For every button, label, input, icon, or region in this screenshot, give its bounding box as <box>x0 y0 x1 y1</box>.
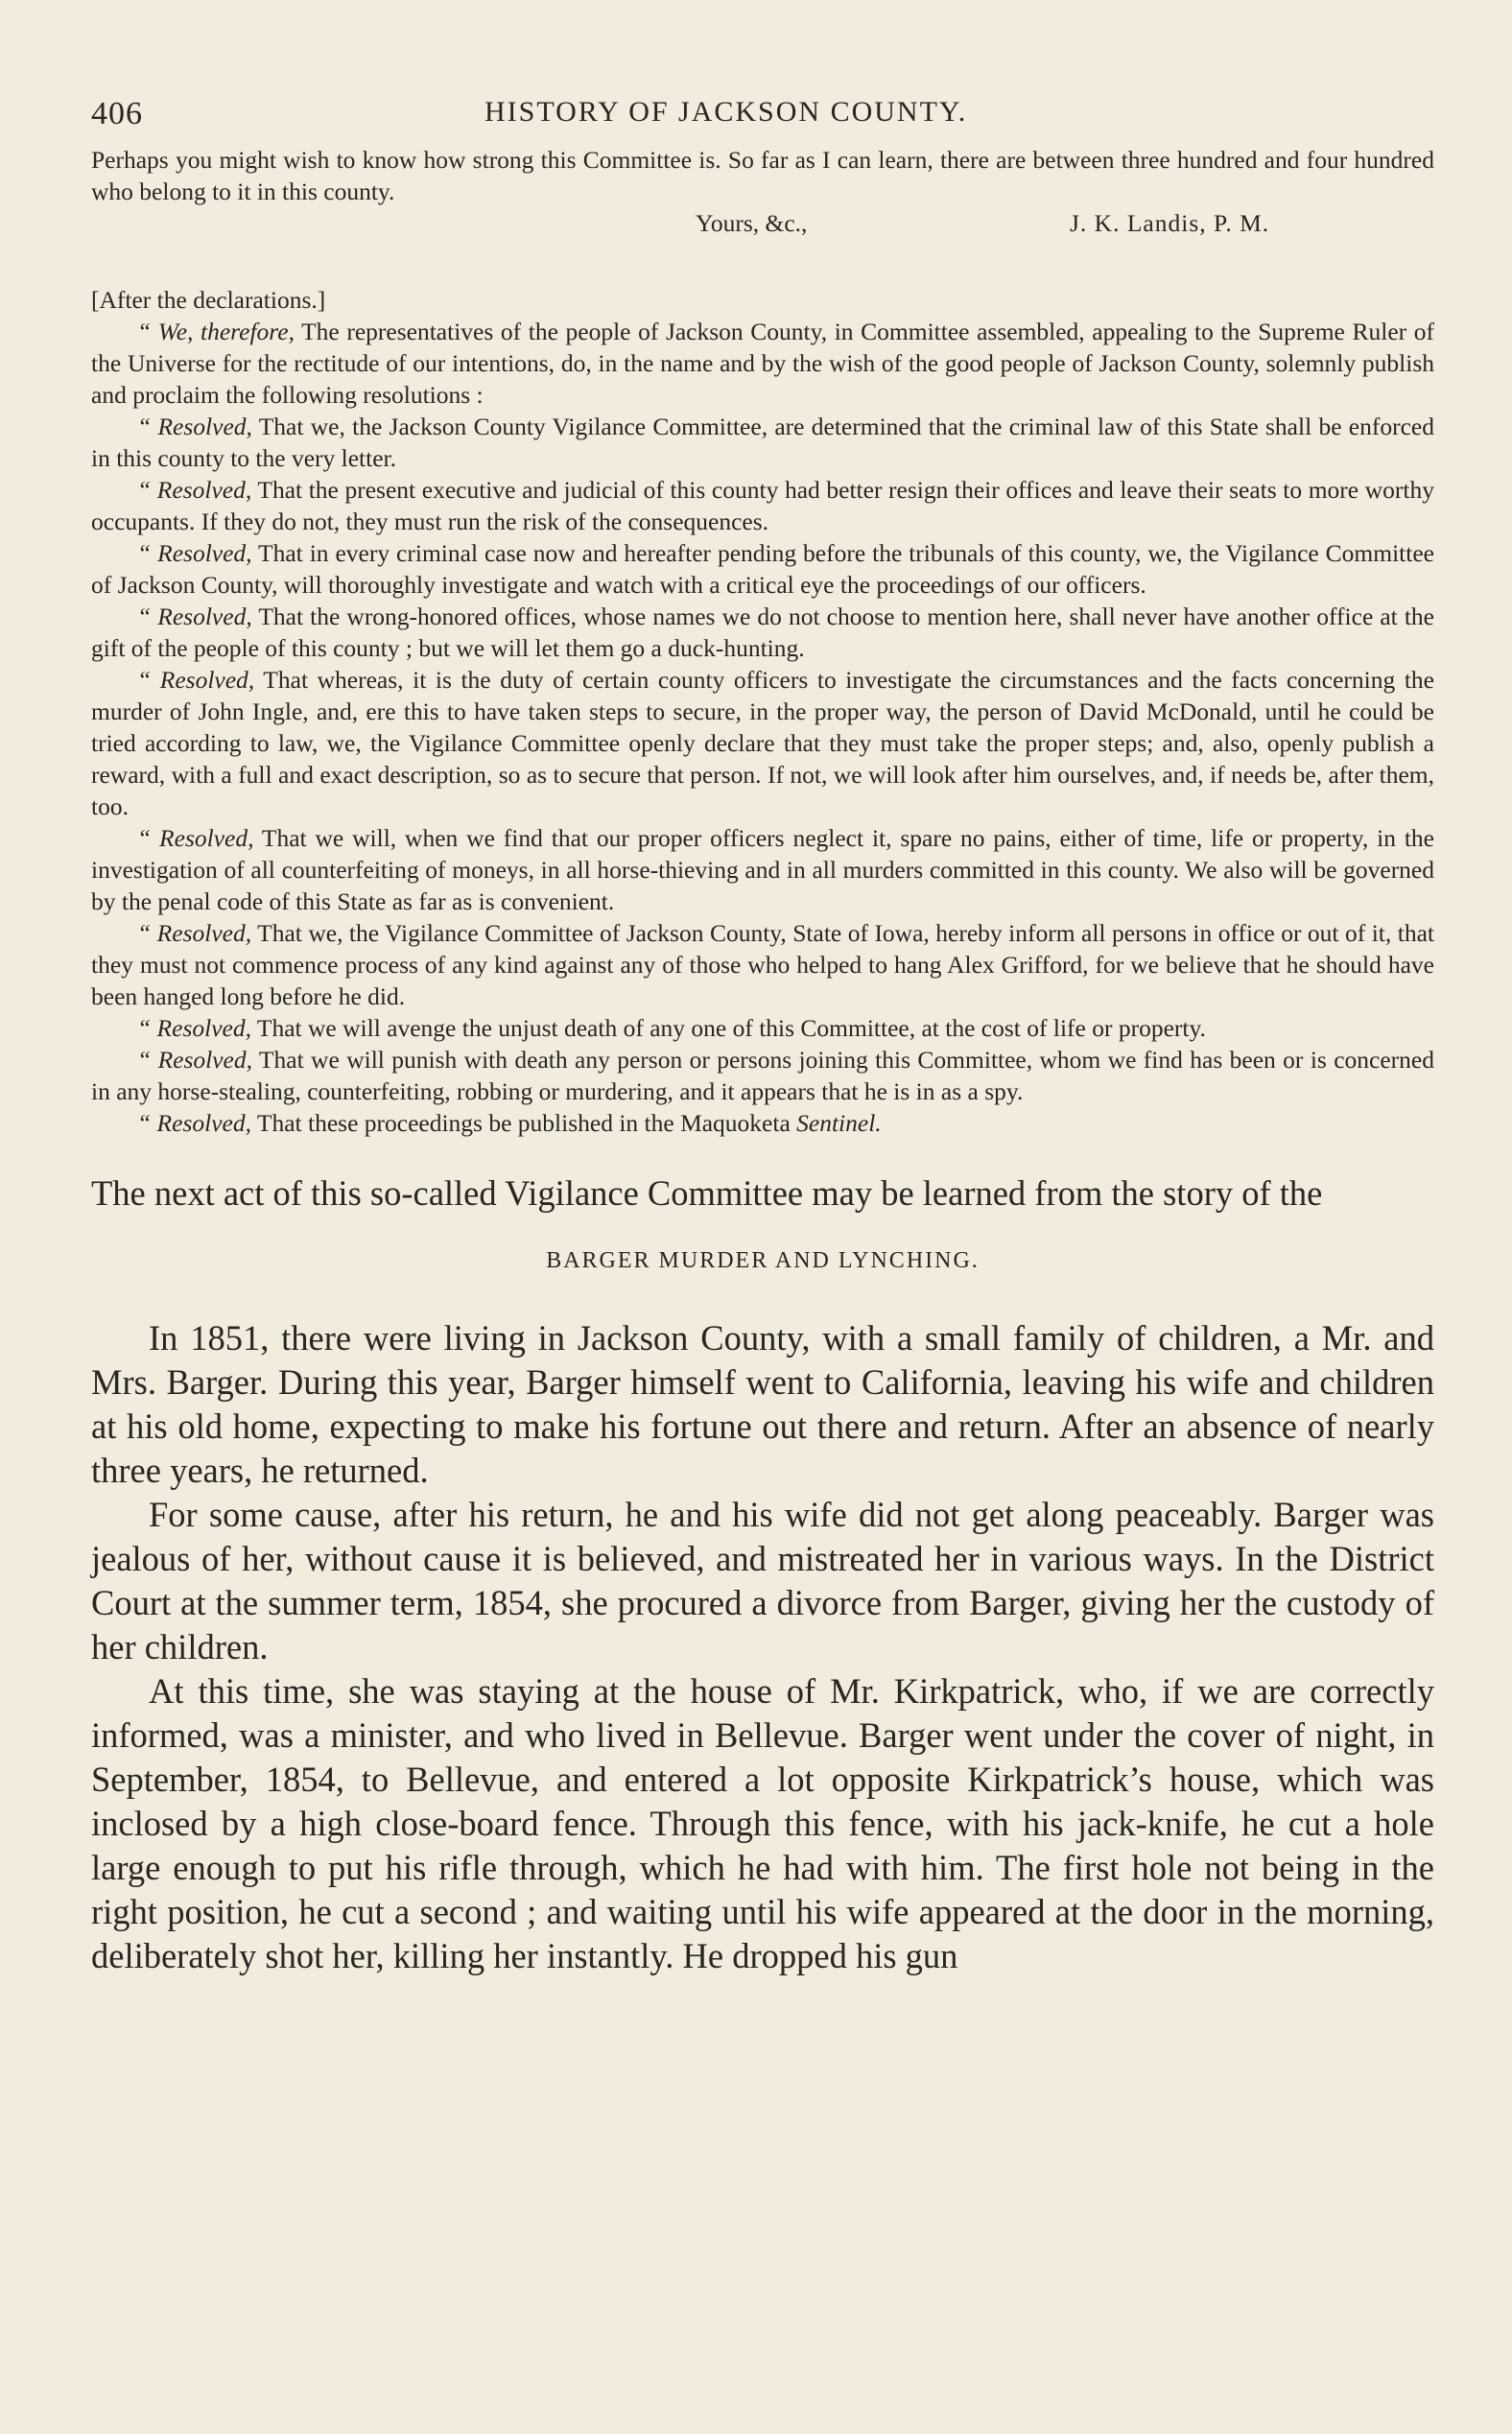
final-resolution <box>91 1107 1434 1139</box>
resolution <box>91 474 1434 537</box>
letter-signoff <box>91 207 1434 271</box>
section-heading: BARGER MURDER AND LYNCHING. <box>546 1248 980 1273</box>
resolution-lead: “ Resolved, <box>137 539 252 567</box>
resolution <box>91 664 1434 822</box>
resolution <box>91 1044 1434 1107</box>
resolution-text: That the wrong-honored offices, whose names we do not choose to mention here, shall never have another office at the gift of the people of this county ; but we will let them go a duck-hunting. <box>91 603 1434 662</box>
resolution <box>91 411 1434 474</box>
resolution-lead: “ Resolved, <box>137 919 252 947</box>
body-paragraph: In 1851, there were living in Jackson County, with a small family of children, a Mr. and Mrs. Barger. During this year, Barger himself went to California, leaving his wife and children at his old home, expecting to make his fortune out there and return. After an absence of nearly three years, he returned. <box>91 1318 1434 1490</box>
page-title: HISTORY OF JACKSON COUNTY. <box>484 96 968 128</box>
resolution-text: That we will punish with death any person or persons joining this Committee, whom we find has been or is concerned in any horse-stealing, counterfeiting, robbing or murdering, and it appears that he is in as a spy. <box>91 1046 1434 1105</box>
resolution <box>91 1012 1434 1044</box>
preamble <box>91 316 1434 411</box>
resolution-lead: “ Resolved, <box>137 1109 251 1137</box>
page-number: 406 <box>91 96 143 131</box>
letter-closing: Yours, &c., <box>696 209 808 237</box>
resolution-text: That we, the Vigilance Committee of Jackson County, State of Iowa, hereby inform all persons in office or out of it, that they must not commence process of any kind against any of those who helped to hang Alex Grifford, for we believe that he should have been hanged long before he did. <box>91 919 1434 1010</box>
resolution-text: That these proceedings be published in the Maquoketa <box>250 1109 797 1137</box>
resolution-text: That we, the Jackson County Vigilance Committee, are determined that the criminal law of this State shall be enforced in this county to the very letter. <box>91 413 1434 472</box>
preamble-text: The representatives of the people of Jackson County, in Committee assembled, appealing to the Supreme Ruler of the Universe for the rectitude of our intentions, do, in the name and by the wish of the good people of Jackson County, solemnly publish and proclaim the following resolutions : <box>91 318 1434 409</box>
resolution <box>91 537 1434 601</box>
body-paragraph: At this time, she was staying at the house of Mr. Kirkpatrick, who, if we are correctly informed, was a minister, and who lived in Bellevue. Barger went under the cover of night, in September, 1854, to Bellevue, and entered a lot opposite Kirkpatrick’s house, which was inclosed by a high close-board fence. Through this fence, with his jack-knife, he cut a hole large enough to put his rifle through, which he had with him. The first hole not being in the right position, he cut a second ; and waiting until his wife appeared at the door in the morning, deliberately shot her, killing her instantly. He dropped his gun <box>91 1671 1434 1975</box>
resolution-lead: “ Resolved, <box>137 413 252 440</box>
declarations-note: [After the declarations.] <box>91 286 326 314</box>
newspaper-name: Sentinel. <box>796 1109 882 1137</box>
resolution-text: That in every criminal case now and hereafter pending before the tribunals of this county, we, the Vigilance Committee of Jackson County, will thoroughly investigate and watch with a critical eye the proceedings of our officers. <box>91 539 1434 599</box>
intro-block <box>91 1171 1434 1216</box>
resolution-lead: “ Resolved, <box>137 603 252 630</box>
resolution <box>91 601 1434 664</box>
resolution-lead: “ Resolved, <box>137 824 254 852</box>
resolution-text: That whereas, it is the duty of certain county officers to investigate the circumstances and the facts concerning the murder of John Ingle, and, ere this to have taken steps to secure, in the proper way, the person of David McDonald, until he could be tried according to law, we, the Vigilance Committee openly declare that they must take the proper steps; and, also, openly publish a reward, with a full and exact description, so as to secure that person. If not, we will look after him ourselves, and, if needs be, after them, too. <box>91 666 1434 820</box>
preamble-lead: “ We, therefore, <box>137 318 295 345</box>
resolution-lead: “ Resolved, <box>137 666 255 694</box>
resolution-lead: “ Resolved, <box>137 476 252 504</box>
resolution-text: That we will, when we find that our proper officers neglect it, spare no pains, either of time, life or property, in the investigation of all counterfeiting of moneys, in all horse-thieving and in all murders committed in this county. We also will be governed by the penal code of this State as far as is convenient. <box>91 824 1434 915</box>
narrative-block <box>91 1316 1434 1978</box>
resolution-lead: “ Resolved, <box>137 1014 251 1042</box>
letter-block <box>91 144 1434 271</box>
resolution <box>91 917 1434 1012</box>
letter-signature: J. K. Landis, P. M. <box>1070 209 1270 237</box>
declarations-block <box>91 284 1434 1139</box>
body-paragraph: For some cause, after his return, he and his wife did not get along peaceably. Barger was jealous of her, without cause it is believed, and mistreated her in various ways. In the District Court at the summer term, 1854, she procured a divorce from Barger, giving her the custody of her children. <box>91 1495 1434 1666</box>
resolution-text: That we will avenge the unjust death of any one of this Committee, at the cost of life or property. <box>250 1014 1206 1042</box>
resolution-lead: “ Resolved, <box>137 1046 252 1074</box>
letter-text: Perhaps you might wish to know how strong this Committee is. So far as I can learn, there are between three hundred and four hundred who belong to it in this county. <box>91 146 1434 205</box>
resolution-text: That the present executive and judicial of this county had better resign their offices and leave their seats to more worthy occupants. If they do not, they must run the risk of the consequences. <box>91 476 1434 535</box>
intro-text: The next act of this so-called Vigilance Committee may be learned from the story of the <box>91 1173 1323 1213</box>
resolution <box>91 822 1434 917</box>
running-head <box>91 96 1435 144</box>
